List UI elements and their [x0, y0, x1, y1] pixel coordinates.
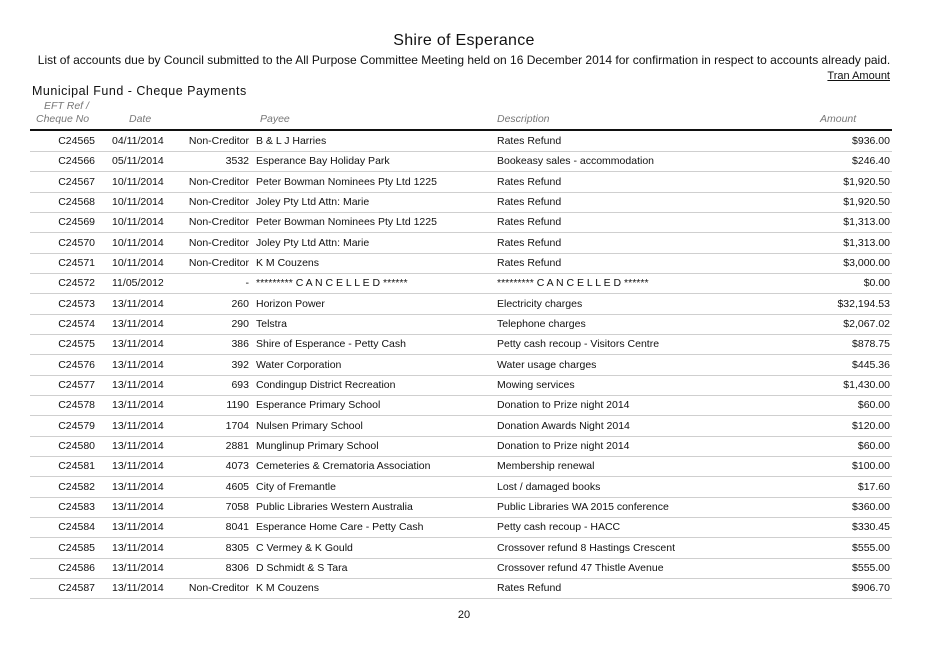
- payment-description: ********* C A N C E L L E D ******: [497, 277, 649, 290]
- creditor-number: 386: [231, 338, 249, 351]
- table-row: [0, 173, 928, 193]
- payment-amount: $1,920.50: [843, 195, 890, 208]
- payee-name: B & L J Harries: [256, 135, 327, 147]
- payment-date: 13/11/2014: [112, 439, 164, 452]
- payment-date: 10/11/2014: [112, 256, 164, 269]
- payment-amount: $32,194.53: [837, 297, 890, 310]
- payee-name: Munglinup Primary School: [256, 439, 379, 452]
- table-row: [0, 193, 928, 213]
- payee-name: Esperance Home Care - Petty Cash: [256, 521, 424, 534]
- payment-description: Mowing services: [497, 378, 575, 391]
- payee-name: City of Fremantle: [256, 480, 336, 493]
- creditor-number: 8306: [225, 561, 249, 574]
- payment-description: Telephone charges: [497, 317, 586, 330]
- payment-description: Bookeasy sales - accommodation: [497, 155, 654, 168]
- table-row: [0, 132, 928, 152]
- table-row: [0, 213, 928, 233]
- payment-date: 13/11/2014: [112, 460, 164, 473]
- payment-amount: $17.60: [857, 480, 890, 493]
- table-row: [0, 356, 928, 376]
- payment-description: Rates Refund: [497, 256, 562, 269]
- cheque-number: C24583: [58, 500, 95, 513]
- table-row: [0, 478, 928, 498]
- table-row: [0, 254, 928, 274]
- cheque-number: C24565: [58, 135, 95, 147]
- cheque-number: C24581: [58, 460, 95, 473]
- col-header-description: Description: [497, 113, 550, 125]
- creditor-number: -: [245, 277, 249, 290]
- payment-date: 13/11/2014: [112, 521, 164, 534]
- payee-name: K M Couzens: [256, 256, 320, 269]
- payment-date: 10/11/2014: [112, 216, 164, 229]
- table-row: [0, 376, 928, 396]
- fund-heading: Municipal Fund - Cheque Payments: [32, 84, 247, 98]
- payment-amount: $3,000.00: [843, 256, 890, 269]
- payment-date: 13/11/2014: [112, 541, 164, 554]
- cheque-number: C24571: [58, 256, 95, 269]
- payee-name: Esperance Primary School: [256, 399, 381, 412]
- creditor-number: 8305: [225, 541, 249, 554]
- payment-amount: $60.00: [857, 399, 890, 412]
- creditor-number: 392: [231, 358, 249, 371]
- creditor-number: 1190: [226, 399, 249, 412]
- payee-name: Water Corporation: [256, 358, 342, 371]
- col-header-cheque: Cheque No: [36, 113, 90, 125]
- payment-date: 05/11/2014: [112, 155, 164, 168]
- payment-amount: $878.75: [852, 338, 890, 351]
- payment-date: 13/11/2014: [112, 399, 164, 412]
- payee-name: K M Couzens: [256, 582, 320, 595]
- cheque-number: C24573: [58, 297, 95, 310]
- payment-amount: $1,430.00: [843, 378, 890, 391]
- payment-description: Rates Refund: [497, 175, 562, 188]
- cheque-number: C24580: [58, 439, 95, 452]
- cheque-number: C24567: [58, 175, 95, 188]
- payment-description: Donation to Prize night 2014: [497, 399, 630, 412]
- payee-name: Joley Pty Ltd Attn: Marie: [256, 236, 370, 249]
- table-row: [0, 457, 928, 477]
- payment-description: Water usage charges: [497, 358, 597, 371]
- table-row: [0, 295, 928, 315]
- payment-date: 13/11/2014: [112, 338, 164, 351]
- table-row: [0, 396, 928, 416]
- payment-date: 11/05/2012: [112, 277, 164, 290]
- payment-date: 13/11/2014: [112, 317, 164, 330]
- payment-description: Rates Refund: [497, 582, 562, 595]
- payee-name: Cemeteries & Crematoria Association: [256, 460, 431, 473]
- creditor-number: 8041: [225, 521, 249, 534]
- table-row: [0, 335, 928, 355]
- cheque-number: C24572: [58, 277, 95, 290]
- payee-name: Peter Bowman Nominees Pty Ltd 1225: [256, 216, 437, 229]
- payment-amount: $936.00: [852, 135, 890, 147]
- cheque-number: C24576: [58, 358, 95, 371]
- table-row: [0, 152, 928, 172]
- table-row: [0, 274, 928, 294]
- table-row: [0, 559, 928, 579]
- cheque-number: C24585: [58, 541, 95, 554]
- creditor-number: Non-Creditor: [188, 135, 249, 147]
- payee-name: Telstra: [256, 317, 287, 330]
- cheque-number: C24569: [58, 216, 95, 229]
- payment-amount: $360.00: [852, 500, 890, 513]
- cheque-number: C24578: [58, 399, 95, 412]
- cheque-number: C24582: [58, 480, 95, 493]
- col-header-payee: Payee: [260, 113, 290, 125]
- payment-amount: $330.45: [852, 521, 890, 534]
- creditor-number: 693: [231, 378, 249, 391]
- payment-amount: $555.00: [852, 541, 890, 554]
- payment-date: 04/11/2014: [112, 135, 164, 147]
- cheque-number: C24586: [58, 561, 95, 574]
- payment-description: Petty cash recoup - Visitors Centre: [497, 338, 660, 351]
- payment-date: 13/11/2014: [112, 378, 164, 391]
- page-number: 20: [457, 609, 471, 621]
- payment-description: Rates Refund: [497, 236, 562, 249]
- payment-date: 13/11/2014: [112, 561, 164, 574]
- creditor-number: 290: [231, 317, 249, 330]
- cheque-number: C24579: [58, 419, 95, 432]
- col-header-ref: EFT Ref /: [44, 100, 89, 112]
- payment-date: 13/11/2014: [112, 297, 164, 310]
- table-row: [0, 315, 928, 335]
- payment-description: Lost / damaged books: [497, 480, 601, 493]
- payee-name: D Schmidt & S Tara: [256, 561, 348, 574]
- document-subtitle: List of accounts due by Council submitted to the All Purpose Committee Meeting held on 16 December 2014 for confirmation in respect to accounts already paid.: [37, 53, 891, 67]
- payment-description: Membership renewal: [497, 460, 595, 473]
- payment-date: 13/11/2014: [112, 480, 164, 493]
- creditor-number: 3532: [225, 155, 249, 168]
- payment-date: 13/11/2014: [112, 500, 164, 513]
- table-row: [0, 518, 928, 538]
- payee-name: C Vermey & K Gould: [256, 541, 353, 554]
- cheque-number: C24568: [58, 195, 95, 208]
- cheque-number: C24584: [58, 521, 95, 534]
- payment-date: 13/11/2014: [112, 582, 164, 595]
- payment-description: Petty cash recoup - HACC: [497, 521, 621, 534]
- payment-date: 13/11/2014: [112, 358, 164, 371]
- table-row: [0, 579, 928, 599]
- payee-name: Peter Bowman Nominees Pty Ltd 1225: [256, 175, 437, 188]
- payee-name: ********* C A N C E L L E D ******: [256, 277, 408, 290]
- payee-name: Joley Pty Ltd Attn: Marie: [256, 195, 370, 208]
- table-row: [0, 234, 928, 254]
- payment-amount: $1,313.00: [843, 236, 890, 249]
- cheque-number: C24570: [58, 236, 95, 249]
- cheque-number: C24587: [58, 582, 95, 595]
- creditor-number: 260: [231, 297, 249, 310]
- payment-amount: $60.00: [857, 439, 890, 452]
- creditor-number: 4605: [225, 480, 249, 493]
- creditor-number: Non-Creditor: [188, 256, 249, 269]
- payee-name: Horizon Power: [256, 297, 325, 310]
- payment-description: Rates Refund: [497, 195, 562, 208]
- payment-amount: $1,313.00: [843, 216, 890, 229]
- payment-amount: $246.40: [852, 155, 890, 168]
- payment-date: 10/11/2014: [112, 195, 164, 208]
- cheque-number: C24566: [58, 155, 95, 168]
- payment-amount: $1,920.50: [843, 175, 890, 188]
- creditor-number: 7058: [225, 500, 249, 513]
- creditor-number: Non-Creditor: [188, 195, 249, 208]
- payment-amount: $120.00: [852, 419, 890, 432]
- payment-description: Rates Refund: [497, 135, 562, 147]
- payment-amount: $906.70: [852, 582, 890, 595]
- creditor-number: Non-Creditor: [188, 236, 249, 249]
- payee-name: Nulsen Primary School: [256, 419, 363, 432]
- payment-date: 10/11/2014: [112, 175, 164, 188]
- table-row: [0, 498, 928, 518]
- cheque-number: C24575: [58, 338, 95, 351]
- cheque-number: C24574: [58, 317, 95, 330]
- payment-date: 10/11/2014: [112, 236, 164, 249]
- creditor-number: Non-Creditor: [188, 582, 249, 595]
- tran-amount-label: Tran Amount: [827, 70, 890, 82]
- payment-amount: $0.00: [863, 277, 890, 290]
- payment-description: Donation to Prize night 2014: [497, 439, 630, 452]
- creditor-number: Non-Creditor: [188, 175, 249, 188]
- row-divider: [30, 598, 892, 599]
- payment-description: Donation Awards Night 2014: [497, 419, 630, 432]
- payment-description: Rates Refund: [497, 216, 562, 229]
- header-rule: [30, 129, 892, 131]
- payment-amount: $555.00: [852, 561, 890, 574]
- col-header-amount: Amount: [820, 113, 857, 125]
- payment-description: Electricity charges: [497, 297, 583, 310]
- creditor-number: 2881: [225, 439, 249, 452]
- creditor-number: Non-Creditor: [188, 216, 249, 229]
- payment-date: 13/11/2014: [112, 419, 164, 432]
- payment-description: Crossover refund 47 Thistle Avenue: [497, 561, 664, 574]
- creditor-number: 1704: [225, 419, 249, 432]
- payee-name: Public Libraries Western Australia: [256, 500, 413, 513]
- payment-amount: $2,067.02: [843, 317, 890, 330]
- payee-name: Shire of Esperance - Petty Cash: [256, 338, 406, 351]
- table-row: [0, 417, 928, 437]
- payment-description: Public Libraries WA 2015 conference: [497, 500, 669, 513]
- payment-amount: $445.36: [852, 358, 890, 371]
- col-header-date: Date: [129, 113, 152, 125]
- payment-description: Crossover refund 8 Hastings Crescent: [497, 541, 675, 554]
- document-title: Shire of Esperance: [393, 32, 535, 49]
- cheque-number: C24577: [58, 378, 95, 391]
- payee-name: Condingup District Recreation: [256, 378, 396, 391]
- payee-name: Esperance Bay Holiday Park: [256, 155, 390, 168]
- payment-amount: $100.00: [852, 460, 890, 473]
- table-row: [0, 539, 928, 559]
- creditor-number: 4073: [225, 460, 249, 473]
- table-row: [0, 437, 928, 457]
